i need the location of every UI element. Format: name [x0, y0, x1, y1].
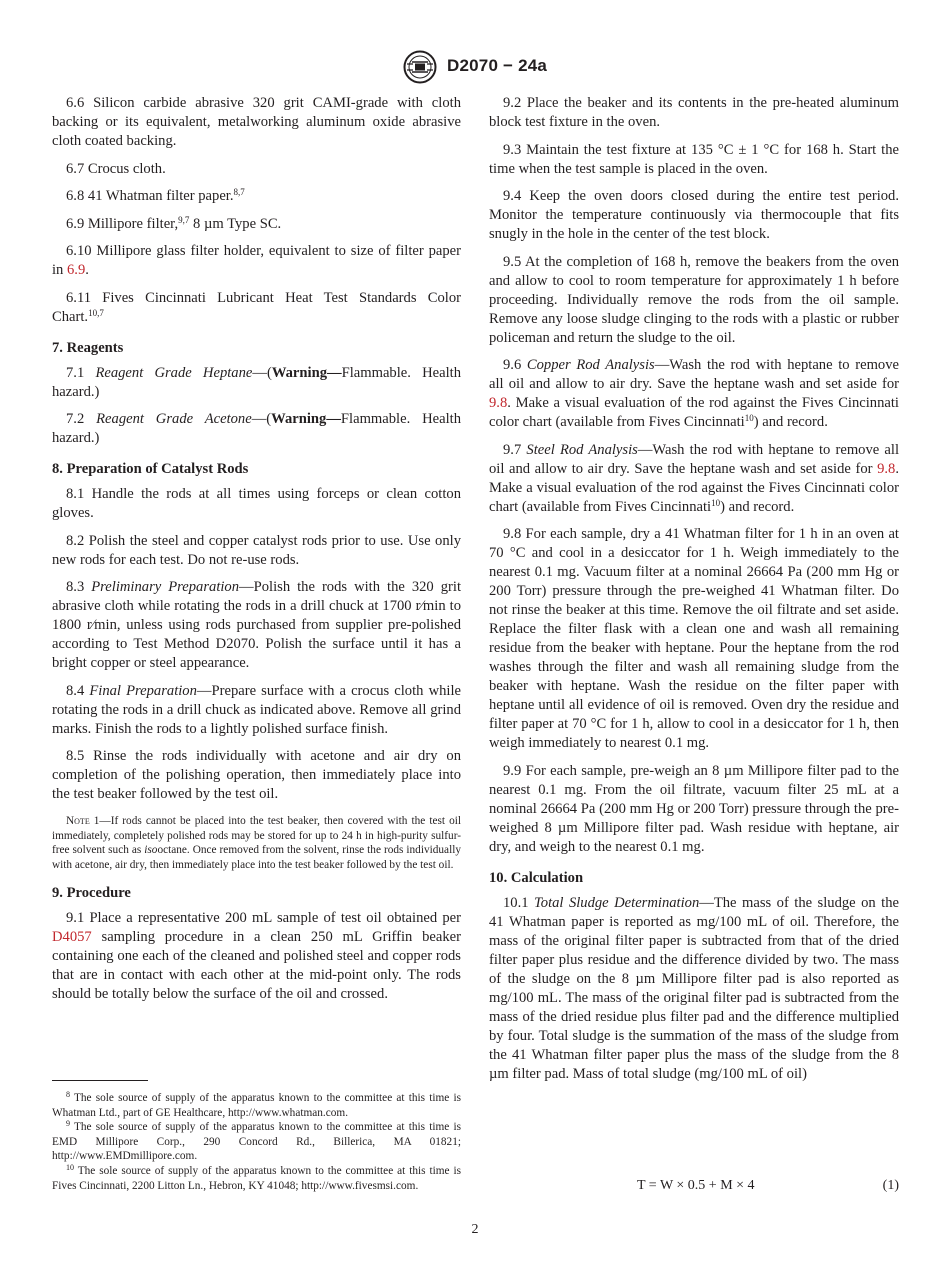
left-column — [52, 94, 461, 1013]
section-8-1: 8.1 Handle the rods at all times using forceps or clean cotton gloves. — [52, 486, 461, 521]
page-header — [0, 50, 950, 84]
section-link-9-8[interactable]: 9.8 — [489, 395, 508, 411]
section-7-2: 7.2 Reagent Grade Acetone—(Warning—Flammable. Health hazard.) — [52, 411, 461, 446]
document-id: D2070 − 24a — [447, 56, 548, 75]
equation-1 — [489, 1178, 899, 1196]
footnote-ref: 9,7 — [178, 214, 190, 225]
section-8-4: 8.4 Final Preparation—Prepare surface with a crocus cloth while rotating the rods in a drill chuck as indicated above. Remove all grind marks. Finish the rods to a lightly polished surface finish. — [52, 682, 461, 737]
section-6-8: 6.8 41 Whatman filter paper.$^{8,7}$ — [66, 187, 245, 204]
footnote-10: $^{10}$ The sole source of supply of the apparatus known to the committee at this time is Fives Cincinnati, 2200 Litton Ln., Hebron, KY 41048; http://www.fivesmsi.com. — [52, 1162, 461, 1192]
standard-link-d4057[interactable]: D4057 — [52, 929, 92, 946]
footnote-ref: 10 — [744, 413, 754, 423]
footnote-ref: 10 — [711, 497, 721, 508]
section-9-5: 9.5 At the completion of 168 h, remove the beakers from the oven and allow to cool to room temperature for approximately 1 h before proceeding. Individually remove the rods from the oil sample. Remove any loose sludge clinging to the rods with a plastic or rubber policeman and return the sludge to the oil. — [489, 253, 899, 346]
section-8-5: 8.5 Rinse the rods individually with acetone and air dry on completion of the polishing operation, then immediately place into the test beaker followed by the test oil. — [52, 748, 461, 802]
section-6-11: 6.11 Fives Cincinnati Lubricant Heat Test Standards Color Chart.$^{10,7}$ — [52, 289, 461, 325]
section-8-3: 8.3 Preliminary Preparation—Polish the rods with the 320 grit abrasive cloth while rotating the rods in a drill chuck at 1700 r⁄min to 1800 r⁄min, unless using rods purchased from supplier pre-polished according to Test Method D2070. Polish the surface until it has a bright copper or steel appearance. — [52, 579, 461, 671]
section-6-7: 6.7 Crocus cloth. — [66, 160, 166, 177]
section-10-1: 10.1 Total Sludge Determination—The mass of the sludge on the 41 Whatman paper is reported as mg/100 mL of oil. Therefore, the mass of the original filter paper is subtracted from that of the dried filter paper plus residue and the difference divided by two. The mass of the sludge on the 8 µm Millipore filter pad is also reported as mg/100 mL. The mass of the original filter pad is subtracted from the mass of the dried residue plus filter pad and the difference multiplied by four. Total sludge is the summation of the mass of the sludge from the 41 Whatman filter paper plus the mass of the sludge from the 8 µm filter pad. Mass of total sludge (mg/100 mL of oil) — [489, 894, 899, 1082]
footnote-ref: 10,7 — [88, 307, 104, 318]
section-9-9: 9.9 For each sample, pre-weigh an 8 µm Millipore filter pad to the nearest 0.1 mg. From the oil filtrate, vacuum filter 25 mL at a nominal 26664 Pa (200 mm Hg or 200 Torr) pressure through the pre-weighed 8 µm Millipore filter pad. Wash residue with heptane, air dry, and weigh to the nearest 0.1 mg. — [489, 762, 899, 855]
section-9-7: 9.7 Steel Rod Analysis—Wash the rod with heptane to remove all oil and allow to air dry. Save the heptane wash and set aside for 9.8. Make a visual evaluation of the rod against the Fives Cincinnati color chart (available from Fives Cincinnati$^{10}$) and record. — [489, 441, 899, 515]
section-8-2: 8.2 Polish the steel and copper catalyst rods prior to use. Use only new rods for each test. Do not re-use rods. — [52, 532, 461, 568]
right-column — [489, 94, 899, 1092]
section-link-6-9[interactable]: 6.9 — [67, 262, 86, 278]
heading-preparation: 8. Preparation of Catalyst Rods — [52, 461, 249, 477]
section-9-6: 9.6 Copper Rod Analysis—Wash the rod with heptane to remove all oil and allow to air dry. Save the heptane wash and set aside for 9.8. Make a visual evaluation of the rod against the Fives Cincinnati color chart (available from Fives Cincinnati$^{10}$) and record. — [489, 357, 900, 430]
footnotes — [52, 1091, 461, 1193]
section-9-3: 9.3 Maintain the test fixture at 135 °C ± 1 °C for 168 h. Start the time when the test sample is placed in the oven. — [489, 141, 899, 177]
section-7-1: 7.1 Reagent Grade Heptane—(Warning—Flammable. Health hazard.) — [52, 364, 461, 400]
heading-procedure: 9. Procedure — [52, 885, 131, 902]
section-6-9: 6.9 Millipore filter,$^{9,7}$ 8 µm Type SC. — [66, 214, 282, 232]
section-9-8: 9.8 For each sample, dry a 41 Whatman filter for 1 h in an oven at 70 °C and cool in a desiccator for 1 h. Weigh immediately to the nearest 0.1 mg. Vacuum filter at a nominal 26664 Pa (200 mm Hg or 200 Torr) pressure through the pre-weighed 41 Whatman filter. Do not rinse the beaker at this time. Remove the oil filtrate and set aside. Replace the filter flask with a clean one and wash all remaining residue from the beaker with heptane. Pour the heptane from the rod washes through the filter and wash all remaining sludge from the beaker with heptane. Wash the residue on the filter paper with heptane until all evidence of oil is removed. Oven dry the residue and filter paper at 70 °C for 1 h, allow to cool in a desiccator for 1 h, then weigh immediately to nearest 0.1 mg. — [489, 526, 899, 751]
section-9-4: 9.4 Keep the oven doors closed during the entire test period. Monitor the temperature continuously via thermocouple that fits snugly in the hole in the center of the test block. — [489, 188, 899, 242]
section-6-6: 6.6 Silicon carbide abrasive 320 grit CAMI-grade with cloth backing or its equivalent, metalworking aluminum oxide abrasive cloth coated backing. — [52, 95, 461, 149]
section-9-2: 9.2 Place the beaker and its contents in the pre-heated aluminum block test fixture in the oven. — [489, 95, 899, 130]
note-1: Note 1—If rods cannot be placed into the test beaker, then covered with the test oil immediately, completely polished rods may be stored for up to 24 h in high-purity sulfur-free solvent such as isooctane. Once removed from the solvent, rinse the rods individually with acetone, air dry, then immediately place into the test beaker followed by the test oil. — [52, 815, 461, 871]
heading-reagents: 7. Reagents — [52, 339, 124, 356]
heading-calculation: 10. Calculation — [489, 869, 584, 886]
footnote-ref: 8,7 — [233, 187, 245, 197]
page-number: 2 — [471, 1222, 479, 1237]
footnote-8: $^8$ The sole source of supply of the apparatus known to the committee at this time is Whatman Ltd., part of GE Healthcare, http://www.whatman.com. — [52, 1090, 461, 1119]
section-9-1: 9.1 Place a representative 200 mL sample of test oil obtained per D4057 sampling procedure in a clean 250 mL Griffin beaker containing one each of the cleaned and polished steel and copper rods that are in contact with each other at the mid-point only. The rods should be totally below the surface of the oil and crossed. — [52, 910, 461, 1003]
section-6-10: 6.10 Millipore glass filter holder, equivalent to size of filter paper in 6.9. — [52, 243, 461, 278]
astm-logo-icon — [403, 50, 437, 84]
footnote-9: $^9$ The sole source of supply of the apparatus known to the committee at this time is EMD Millipore Corp., 290 Concord Rd., Billerica, MA 01821; http://www.EMDmillipore.com. — [52, 1119, 461, 1163]
equation-number: (1) — [882, 1178, 899, 1193]
footnote-divider — [52, 1080, 148, 1081]
equation-expression: T = W × 0.5 + M × 4 — [637, 1178, 755, 1193]
section-link-9-8[interactable]: 9.8 — [877, 460, 896, 477]
